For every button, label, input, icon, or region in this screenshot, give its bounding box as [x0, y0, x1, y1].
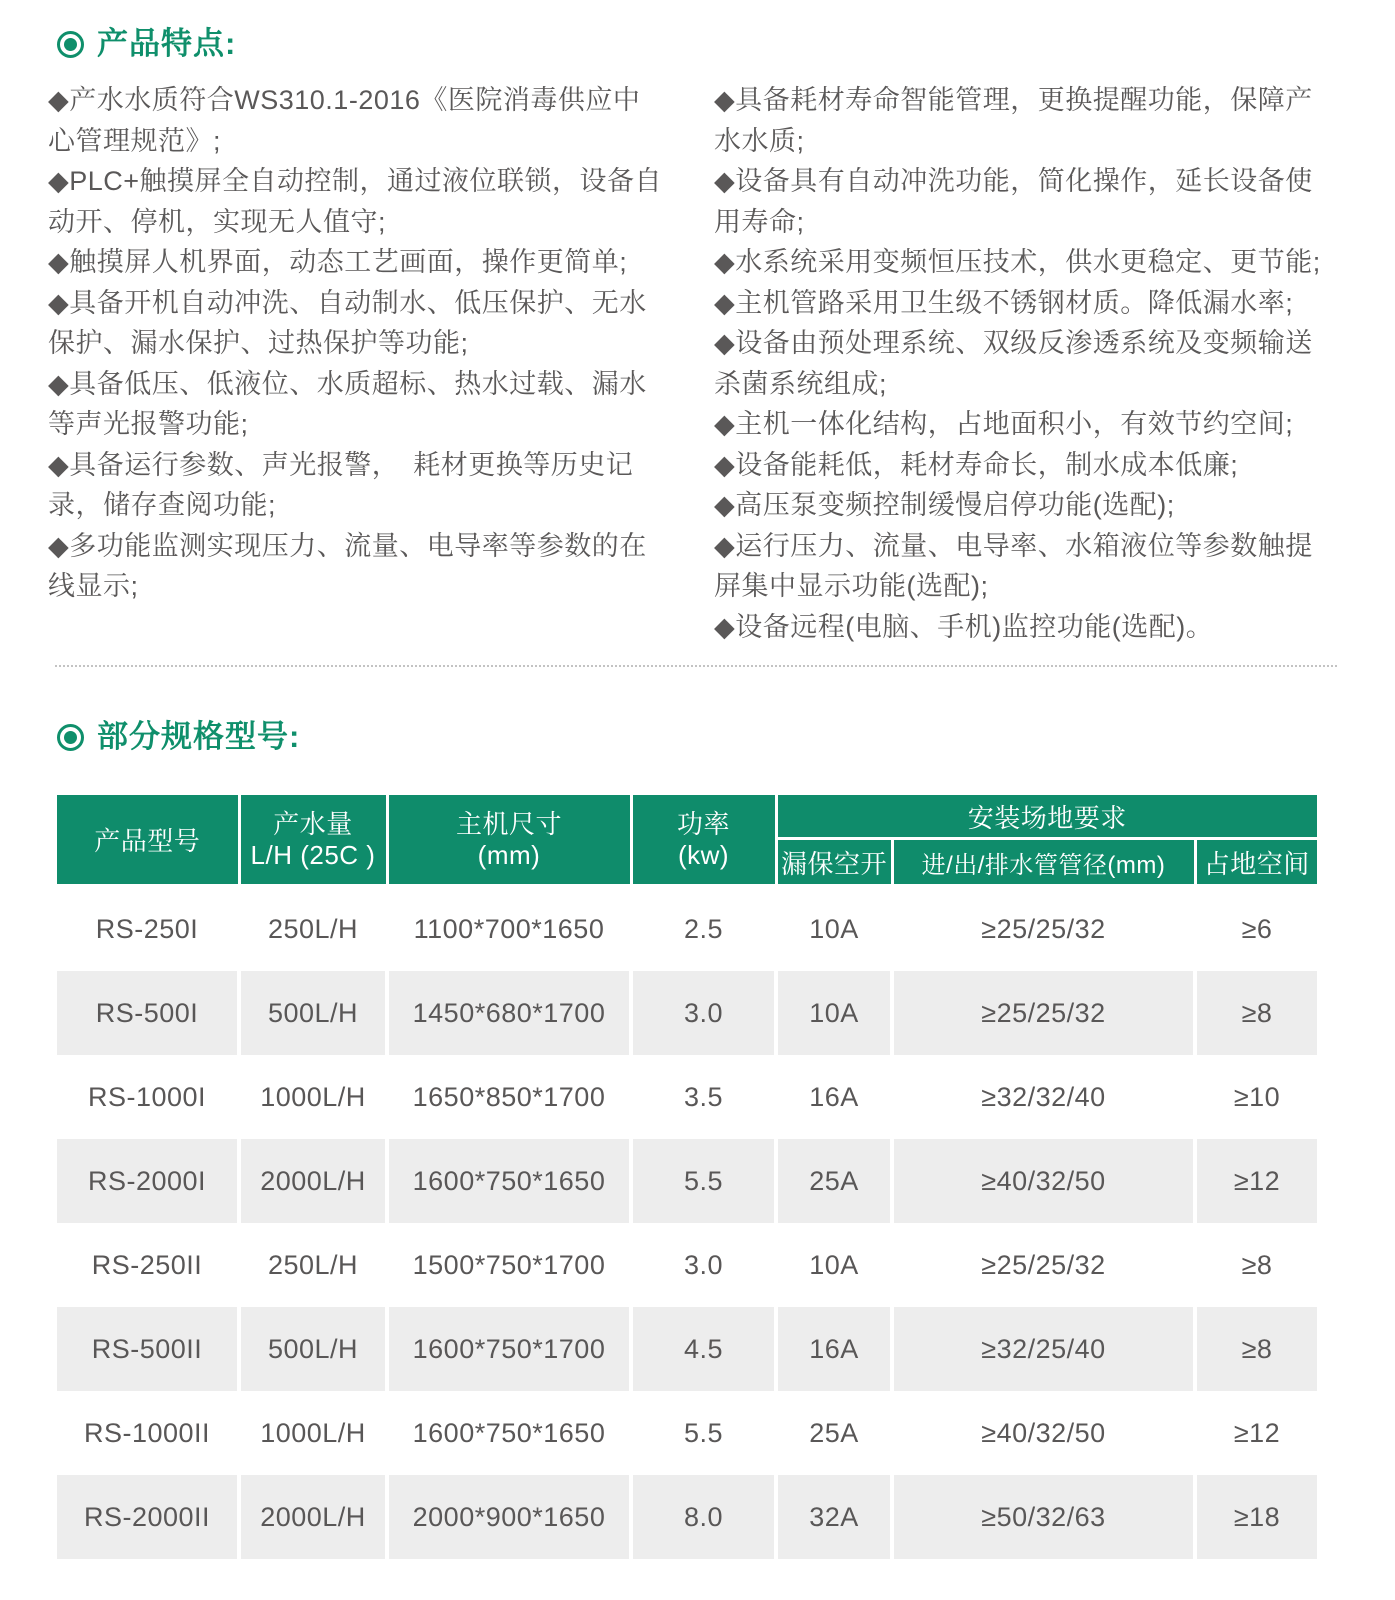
cell-power: 5.5 [631, 1391, 776, 1475]
cell-space: ≥8 [1195, 971, 1317, 1055]
cell-breaker: 10A [776, 971, 892, 1055]
cell-size: 1650*850*1700 [387, 1055, 631, 1139]
feature-item: ◆多功能监测实现压力、流量、电导率等参数的在线显示; [48, 530, 647, 601]
specs-title-text: 部分规格型号: [97, 719, 301, 754]
table-row [57, 1139, 1317, 1223]
cell-pipe: ≥32/25/40 [892, 1307, 1195, 1391]
features-right-list [714, 80, 1337, 647]
cell-space: ≥8 [1195, 1307, 1317, 1391]
cell-pipe: ≥32/32/40 [892, 1055, 1195, 1139]
cell-power: 4.5 [631, 1307, 776, 1391]
table-row [57, 1475, 1317, 1559]
specs-section [57, 717, 1337, 1559]
cell-model: RS-2000II [57, 1475, 239, 1559]
cell-capacity: 500L/H [239, 971, 387, 1055]
cell-size: 1500*750*1700 [387, 1223, 631, 1307]
col-header-site-group: 安装场地要求 [776, 795, 1317, 839]
cell-model: RS-1000II [57, 1391, 239, 1475]
feature-item: ◆水系统采用变频恒压技术，供水更稳定、更节能; [714, 247, 1321, 277]
cell-pipe: ≥25/25/32 [892, 886, 1195, 972]
col-header-pipe: 进/出/排水管管径(mm) [892, 839, 1195, 886]
feature-item: ◆PLC+触摸屏全自动控制，通过液位联锁，设备自动开、停机，实现无人值守; [48, 166, 663, 237]
specs-table [57, 795, 1317, 1559]
bullseye-icon [57, 31, 84, 58]
col-header-capacity-line1: 产水量 [273, 808, 353, 839]
specs-table-body [57, 886, 1317, 1560]
cell-space: ≥12 [1195, 1139, 1317, 1223]
feature-item: ◆设备具有自动冲洗功能，简化操作，延长设备使用寿命; [714, 166, 1313, 237]
features-title-text: 产品特点: [97, 26, 237, 61]
cell-model: RS-250I [57, 886, 239, 972]
feature-item: ◆具备运行参数、声光报警， 耗材更换等历史记录，储存查阅功能; [48, 449, 634, 520]
cell-capacity: 2000L/H [239, 1139, 387, 1223]
cell-size: 1600*750*1650 [387, 1391, 631, 1475]
table-row [57, 1223, 1317, 1307]
cell-size: 1600*750*1700 [387, 1307, 631, 1391]
cell-space: ≥6 [1195, 886, 1317, 972]
cell-size: 1600*750*1650 [387, 1139, 631, 1223]
cell-capacity: 250L/H [239, 886, 387, 972]
specs-table-header [57, 795, 1317, 886]
cell-model: RS-500II [57, 1307, 239, 1391]
feature-item: ◆设备能耗低，耗材寿命长，制水成本低廉; [714, 449, 1239, 480]
cell-space: ≥10 [1195, 1055, 1317, 1139]
features-left-list [48, 80, 664, 647]
cell-size: 1100*700*1650 [387, 886, 631, 972]
table-row [57, 1055, 1317, 1139]
cell-model: RS-500I [57, 971, 239, 1055]
cell-breaker: 16A [776, 1055, 892, 1139]
features-section [48, 24, 1337, 647]
feature-item: ◆设备远程(电脑、手机)监控功能(选配)。 [714, 611, 1214, 642]
cell-model: RS-2000I [57, 1139, 239, 1223]
cell-breaker: 10A [776, 1223, 892, 1307]
cell-model: RS-1000I [57, 1055, 239, 1139]
cell-power: 3.0 [631, 971, 776, 1055]
bullseye-icon [57, 724, 84, 751]
col-header-size-line1: 主机尺寸 [455, 808, 562, 839]
cell-space: ≥12 [1195, 1391, 1317, 1475]
col-header-model: 产品型号 [57, 795, 239, 886]
cell-capacity: 1000L/H [239, 1055, 387, 1139]
col-header-power [631, 795, 776, 886]
cell-pipe: ≥25/25/32 [892, 971, 1195, 1055]
cell-capacity: 500L/H [239, 1307, 387, 1391]
col-header-capacity-line2: L/H (25C ) [250, 839, 376, 870]
feature-item: ◆主机管路采用卫生级不锈钢材质。降低漏水率; [714, 287, 1294, 318]
col-header-space: 占地空间 [1195, 839, 1317, 886]
cell-space: ≥18 [1195, 1475, 1317, 1559]
col-header-power-line1: 功率 [676, 808, 730, 839]
cell-breaker: 10A [776, 886, 892, 972]
feature-item: ◆产水水质符合WS310.1-2016《医院消毒供应中心管理规范》; [48, 85, 641, 156]
feature-item: ◆具备低压、低液位、水质超标、热水过载、漏水等声光报警功能; [48, 368, 647, 439]
cell-pipe: ≥50/32/63 [892, 1475, 1195, 1559]
table-row [57, 1307, 1317, 1391]
cell-pipe: ≥25/25/32 [892, 1223, 1195, 1307]
col-header-size [387, 795, 631, 886]
features-title [57, 24, 1337, 64]
cell-size: 2000*900*1650 [387, 1475, 631, 1559]
feature-item: ◆具备耗材寿命智能管理，更换提醒功能，保障产水水质; [714, 85, 1313, 156]
cell-size: 1450*680*1700 [387, 971, 631, 1055]
cell-breaker: 16A [776, 1307, 892, 1391]
cell-space: ≥8 [1195, 1223, 1317, 1307]
cell-power: 8.0 [631, 1475, 776, 1559]
feature-item: ◆运行压力、流量、电导率、水箱液位等参数触提屏集中显示功能(选配); [714, 530, 1313, 601]
col-header-size-line2: (mm) [477, 839, 541, 870]
table-row [57, 886, 1317, 972]
cell-breaker: 25A [776, 1139, 892, 1223]
cell-pipe: ≥40/32/50 [892, 1139, 1195, 1223]
cell-pipe: ≥40/32/50 [892, 1391, 1195, 1475]
cell-power: 3.5 [631, 1055, 776, 1139]
col-header-breaker: 漏保空开 [776, 839, 892, 886]
cell-power: 2.5 [631, 886, 776, 972]
feature-item: ◆主机一体化结构，占地面积小，有效节约空间; [714, 409, 1294, 439]
cell-capacity: 1000L/H [239, 1391, 387, 1475]
features-columns [48, 80, 1337, 647]
cell-capacity: 2000L/H [239, 1475, 387, 1559]
col-header-capacity [239, 795, 387, 886]
table-row [57, 971, 1317, 1055]
cell-breaker: 32A [776, 1475, 892, 1559]
cell-breaker: 25A [776, 1391, 892, 1475]
table-row [57, 1391, 1317, 1475]
feature-item: ◆具备开机自动冲洗、自动制水、低压保护、无水保护、漏水保护、过热保护等功能; [48, 287, 647, 358]
feature-item: ◆高压泵变频控制缓慢启停功能(选配); [714, 490, 1175, 520]
col-header-power-line2: (kw) [677, 839, 730, 870]
cell-power: 5.5 [631, 1139, 776, 1223]
feature-item: ◆设备由预处理系统、双级反渗透系统及变频输送杀菌系统组成; [714, 328, 1313, 399]
cell-model: RS-250II [57, 1223, 239, 1307]
cell-capacity: 250L/H [239, 1223, 387, 1307]
specs-title [57, 717, 1337, 757]
dotted-divider [55, 665, 1337, 667]
feature-item: ◆触摸屏人机界面，动态工艺画面，操作更简单; [48, 247, 628, 277]
cell-power: 3.0 [631, 1223, 776, 1307]
